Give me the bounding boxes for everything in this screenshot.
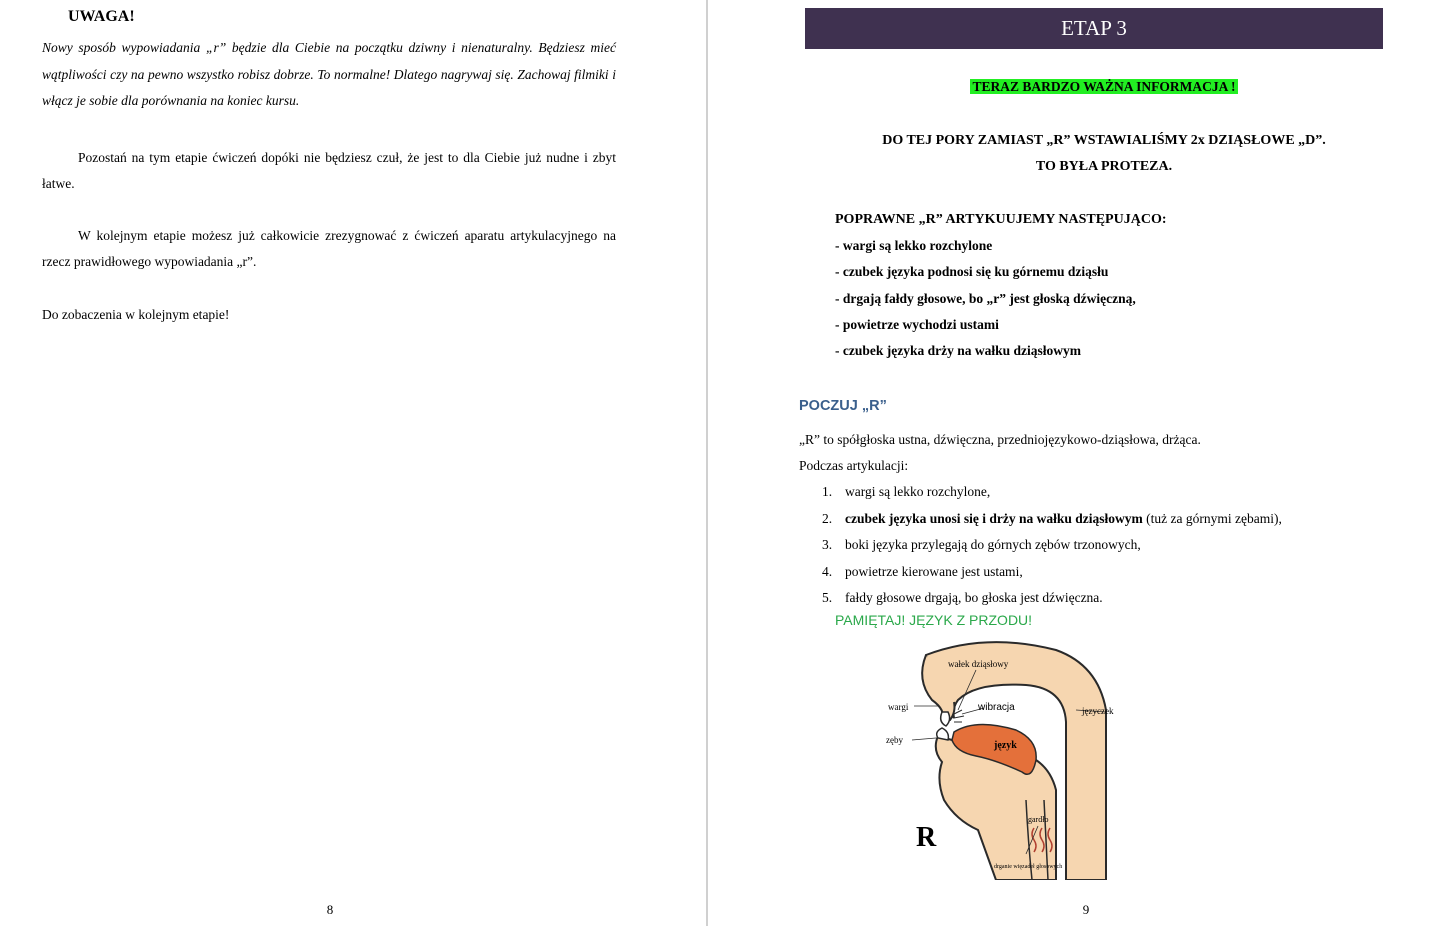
vibration-lines: [954, 710, 964, 722]
label-lips: wargi: [888, 702, 909, 712]
list-item: - drgają fałdy głosowe, bo „r” jest głoską dźwięczną,: [835, 290, 1136, 306]
list-item: 2. czubek języka unosi się i drży na wałku dziąsłowym (tuż za górnymi zębami),: [822, 510, 1282, 526]
prosthesis-line-1: DO TEJ PORY ZAMIAST „R” WSTAWIALIŚMY 2x DZIĄSŁOWE „D”.: [882, 133, 1326, 148]
paragraph-stay: Pozostań na tym etapie ćwiczeń dopóki nie będziesz czuł, że jest to dla Ciebie już nudne i zbyt łatwe.: [42, 150, 616, 191]
list-item: 3. boki języka przylegają do górnych zębów trzonowych,: [822, 537, 1141, 552]
articulation-diagram: [866, 640, 1132, 880]
paragraph-next-stage: W kolejnym etapie możesz już całkowicie zrezygnować z ćwiczeń aparatu artykulacyjnego na rzecz prawidłowego wypowiadania „r”.: [42, 228, 616, 269]
articulation-list: [804, 479, 1282, 612]
prosthesis-note: [708, 128, 1440, 180]
correct-r-heading: POPRAWNE „R” ARTYKUUJEMY NASTĘPUJĄCO:: [835, 212, 1167, 227]
paragraph-goodbye: Do zobaczenia w kolejnym etapie!: [42, 307, 230, 322]
page-number-right: 9: [1082, 902, 1090, 917]
warning-body: Nowy sposób wypowiadania „r” będzie dla Ciebie na początku dziwny i nienaturalny. Będziesz mieć wątpliwości czy na pewno wszystko robisz dobrze. To normalne! Dlatego nagrywaj się. Zachowaj filmiki i włącz je sobie dla porównania na koniec kursu.: [42, 40, 616, 108]
stage-title-banner: ETAP 3: [805, 8, 1383, 49]
list-item: 4. powietrze kierowane jest ustami,: [822, 563, 1023, 579]
label-uvula: języczek: [1082, 706, 1114, 716]
diagram-letter: R: [916, 822, 937, 853]
teeth: [937, 712, 950, 740]
left-page: [0, 0, 706, 926]
right-page: [708, 0, 1440, 926]
page-number-left: 8: [326, 902, 334, 917]
label-throat: gardło: [1028, 815, 1049, 824]
during-articulation-label: Podczas artykulacji:: [799, 458, 909, 473]
list-item: - powietrze wychodzi ustami: [835, 316, 999, 332]
label-ridge: wałek dziąsłowy: [948, 659, 1009, 669]
correct-r-list: [835, 233, 1136, 364]
label-tongue: język: [994, 740, 1017, 751]
feel-r-heading: POCZUJ „R”: [799, 398, 887, 414]
important-notice-row: [708, 78, 1440, 96]
list-item: - czubek języka drży na wałku dziąsłowym: [835, 343, 1081, 359]
label-teeth: zęby: [886, 735, 903, 745]
list-item: 1. wargi są lekko rozchylone,: [822, 484, 991, 499]
label-vibration: wibracja: [978, 702, 1015, 713]
prosthesis-line-2: TO BYŁA PROTEZA.: [1035, 159, 1173, 174]
remember-note: PAMIĘTAJ! JĘZYK Z PRZODU!: [835, 612, 1033, 628]
important-notice: TERAZ BARDZO WAŻNA INFORMACJA !: [972, 79, 1236, 94]
list-item: 5. fałdy głosowe drgają, bo głoska jest dźwięczna.: [822, 590, 1103, 605]
list-item: - czubek języka podnosi się ku górnemu dziąsłu: [835, 264, 1109, 280]
label-vocal-folds: drganie więzadeł głosowych: [994, 864, 1063, 870]
r-definition: „R” to spółgłoska ustna, dźwięczna, przedniojęzykowo-dziąsłowa, drżąca.: [799, 432, 1201, 447]
warning-heading: UWAGA!: [68, 8, 135, 25]
list-item: - wargi są lekko rozchylone: [835, 238, 993, 253]
